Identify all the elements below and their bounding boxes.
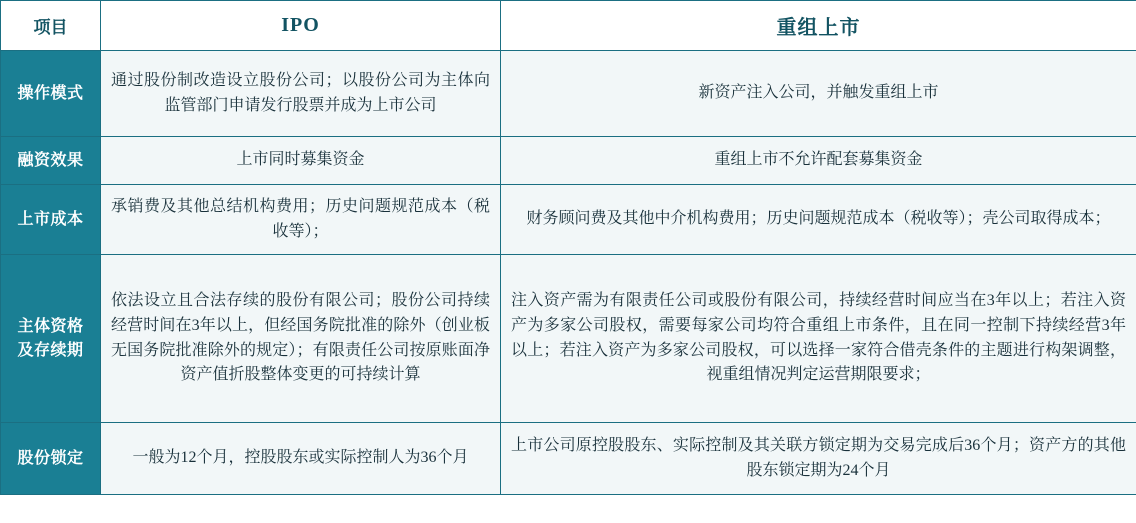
column-header-backdoor: 重组上市: [501, 1, 1136, 51]
cell-ipo-financing-effect: 上市同时募集资金: [101, 137, 501, 185]
table-header-row: [1, 1, 1136, 51]
row-label-entity-qualification: 主体资格及存续期: [1, 255, 101, 423]
cell-ipo-operation-mode: 通过股份制改造设立股份公司；以股份公司为主体向监管部门申请发行股票并成为上市公司: [101, 51, 501, 137]
cell-backdoor-share-lockup: 上市公司原控股股东、实际控制及其关联方锁定期为交易完成后36个月；资产方的其他股东锁定期为24个月: [501, 423, 1136, 495]
row-label-listing-cost: 上市成本: [1, 185, 101, 255]
cell-backdoor-listing-cost: 财务顾问费及其他中介机构费用；历史问题规范成本（税收等）；壳公司取得成本；: [501, 185, 1136, 255]
cell-ipo-listing-cost: 承销费及其他总结机构费用；历史问题规范成本（税收等）；: [101, 185, 501, 255]
table-row: [1, 185, 1136, 255]
table-row: [1, 423, 1136, 495]
row-label-financing-effect: 融资效果: [1, 137, 101, 185]
cell-backdoor-operation-mode: 新资产注入公司，并触发重组上市: [501, 51, 1136, 137]
cell-backdoor-financing-effect: 重组上市不允许配套募集资金: [501, 137, 1136, 185]
table-row: [1, 137, 1136, 185]
cell-ipo-entity-qualification: 依法设立且合法存续的股份有限公司；股份公司持续经营时间在3年以上，但经国务院批准的除外（创业板无国务院批准除外的规定）；有限责任公司按原账面净资产值折股整体变更的可持续计算: [101, 255, 501, 423]
cell-backdoor-entity-qualification: 注入资产需为有限责任公司或股份有限公司，持续经营时间应当在3年以上；若注入资产为多家公司股权，需要每家公司均符合重组上市条件，且在同一控制下持续经营3年以上；若注入资产为多家公司股权，可以选择一家符合借壳条件的主题进行构架调整，视重组情况判定运营期限要求；: [501, 255, 1136, 423]
table-row: [1, 51, 1136, 137]
cell-ipo-share-lockup: 一般为12个月，控股股东或实际控制人为36个月: [101, 423, 501, 495]
column-header-item: 项目: [1, 1, 101, 51]
column-header-ipo: IPO: [101, 1, 501, 51]
row-label-share-lockup: 股份锁定: [1, 423, 101, 495]
row-label-operation-mode: 操作模式: [1, 51, 101, 137]
table-row: [1, 255, 1136, 423]
